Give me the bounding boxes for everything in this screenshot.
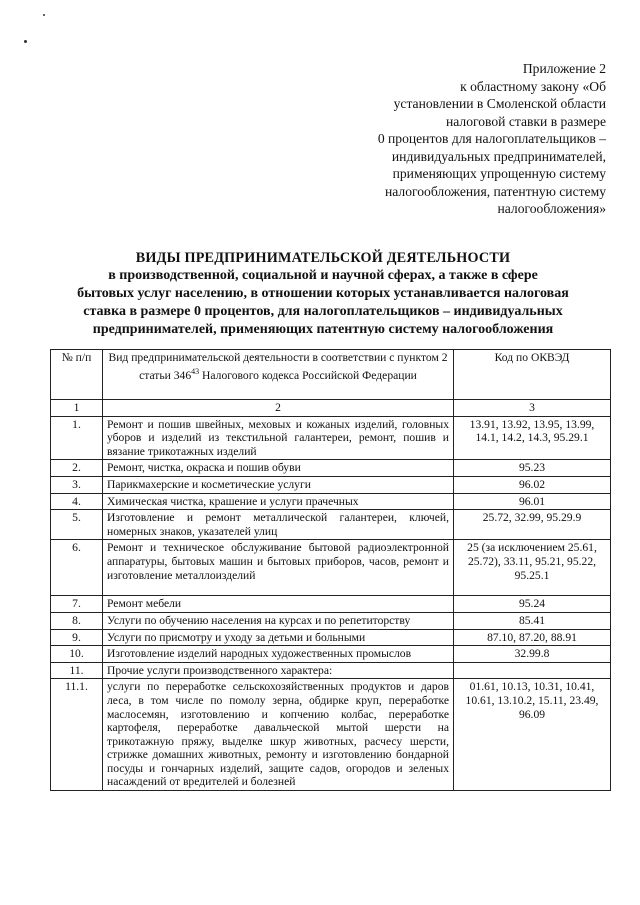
appendix-line: применяющих упрощенную систему <box>392 166 606 181</box>
appendix-line: налогообложения» <box>497 201 606 216</box>
row-code: 96.02 <box>454 476 611 493</box>
table-row <box>51 540 611 596</box>
appendix-line: налоговой ставки в размере <box>446 113 606 129</box>
document-title: ВИДЫ ПРЕДПРИНИМАТЕЛЬСКОЙ ДЕЯТЕЛЬНОСТИ <box>135 250 511 266</box>
row-desc: услуги по переработке сельскохозяйственных продуктов и даров леса, в том числе по помолу зерна, обдирке круп, переработке маслосемян, изготовлению и копчению колбас, переработке картофеля, переработке давальческой мытой шерсти на трикотажную пряжу, выделке шкур животных, расчесу шерсти, стрижке домашних животных, ремонту и изготовлению бондарной посуды и гончарных изделий, защите садов, огородов и зеленых насаждений от вредителей и болезней <box>103 679 454 791</box>
table-row <box>51 460 611 477</box>
row-desc: Парикмахерские и косметические услуги <box>103 476 454 493</box>
appendix-line: Приложение 2 <box>522 61 606 76</box>
row-num: 9. <box>51 629 103 646</box>
appendix-line: индивидуальных предпринимателей, <box>391 148 606 164</box>
row-num: 3. <box>51 476 103 493</box>
heading-line: предпринимателей, применяющих патентную систему налогообложения <box>92 322 554 337</box>
scan-speck <box>43 14 45 16</box>
row-code: 25 (за исключением 25.61, 25.72), 33.11, 95.21, 95.22, 95.25.1 <box>454 540 611 596</box>
header-desc-text-end: Налогового кодекса Российской Федерации <box>199 368 417 382</box>
row-desc: Услуги по присмотру и уходу за детьми и больными <box>103 629 454 646</box>
row-desc: Ремонт, чистка, окраска и пошив обуви <box>103 460 454 477</box>
table-row <box>51 679 611 791</box>
table-row <box>51 646 611 663</box>
row-code: 01.61, 10.13, 10.31, 10.41, 10.61, 13.10.2, 15.11, 23.49, 96.09 <box>454 679 611 791</box>
row-num: 11.1. <box>51 679 103 791</box>
table-row <box>51 510 611 540</box>
row-code: 95.24 <box>454 596 611 613</box>
index-cell: 1 <box>51 400 103 417</box>
row-code: 96.01 <box>454 493 611 510</box>
row-num: 4. <box>51 493 103 510</box>
table-row <box>51 662 611 679</box>
row-code <box>454 662 611 679</box>
heading-line: в производственной, социальной и научной сферах, а также в сфере <box>108 268 538 283</box>
row-num: 5. <box>51 510 103 540</box>
table-index-row <box>51 400 611 417</box>
row-desc: Ремонт и техническое обслуживание бытовой радиоэлектронной аппаратуры, бытовых машин и бытовых приборов, часов, ремонт и изготовление металлоизделий <box>103 540 454 596</box>
header-desc <box>103 350 454 400</box>
row-num: 8. <box>51 612 103 629</box>
appendix-line: 0 процентов для налогоплательщиков – <box>377 131 606 146</box>
row-desc: Химическая чистка, крашение и услуги прачечных <box>103 493 454 510</box>
activities-table <box>50 349 611 791</box>
row-desc: Изготовление и ремонт металлической галантереи, ключей, номерных знаков, указателей улиц <box>103 510 454 540</box>
row-num: 10. <box>51 646 103 663</box>
row-code: 87.10, 87.20, 88.91 <box>454 629 611 646</box>
row-desc: Изготовление изделий народных художественных промыслов <box>103 646 454 663</box>
row-num: 7. <box>51 596 103 613</box>
row-desc: Услуги по обучению населения на курсах и по репетиторству <box>103 612 454 629</box>
row-code: 32.99.8 <box>454 646 611 663</box>
scan-speck <box>24 40 27 43</box>
row-num: 6. <box>51 540 103 596</box>
table-row <box>51 476 611 493</box>
heading-line: бытовых услуг населению, в отношении которых устанавливается налоговая <box>77 286 569 301</box>
appendix-note <box>316 60 606 218</box>
heading-line: ставка в размере 0 процентов, для налогоплательщиков – индивидуальных <box>83 304 563 319</box>
row-code: 85.41 <box>454 612 611 629</box>
row-code: 13.91, 13.92, 13.95, 13.99, 14.1, 14.2, 14.3, 95.29.1 <box>454 416 611 460</box>
header-desc-text: Вид предпринимательской деятельности в соответствии с пунктом 2 статьи 346 <box>108 351 448 382</box>
row-num: 11. <box>51 662 103 679</box>
row-code: 25.72, 32.99, 95.29.9 <box>454 510 611 540</box>
table-row <box>51 612 611 629</box>
table-row <box>51 629 611 646</box>
appendix-line: налогообложения, патентную систему <box>385 183 606 199</box>
document-heading <box>40 249 606 339</box>
index-cell: 3 <box>454 400 611 417</box>
table-row <box>51 416 611 460</box>
row-desc: Ремонт и пошив швейных, меховых и кожаных изделий, головных уборов и изделий из текстильной галантереи, ремонт, пошив и вязание трикотажных изделий <box>103 416 454 460</box>
table-header-row <box>51 350 611 400</box>
row-desc: Прочие услуги производственного характера: <box>103 662 454 679</box>
header-code: Код по ОКВЭД <box>454 350 611 400</box>
row-num: 2. <box>51 460 103 477</box>
header-desc-sup: 43 <box>191 366 200 376</box>
appendix-line: к областному закону «Об <box>460 78 606 94</box>
row-code: 95.23 <box>454 460 611 477</box>
row-num: 1. <box>51 416 103 460</box>
row-desc: Ремонт мебели <box>103 596 454 613</box>
index-cell: 2 <box>103 400 454 417</box>
table-row <box>51 493 611 510</box>
header-num: № п/п <box>51 350 103 400</box>
table-row <box>51 596 611 613</box>
appendix-line: установлении в Смоленской области <box>393 96 606 111</box>
